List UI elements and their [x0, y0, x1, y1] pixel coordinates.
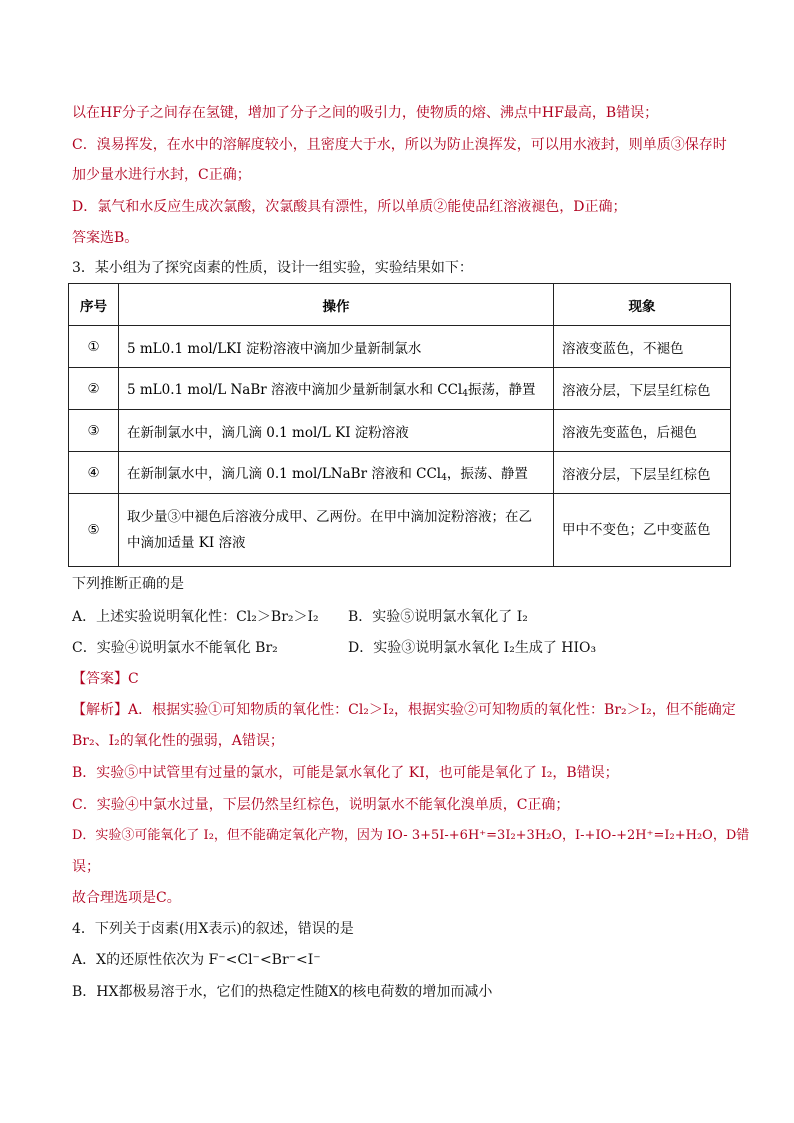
option-b: B．实验⑤说明氯水氧化了 I₂	[348, 609, 528, 625]
analysis-line-2: Br₂、I₂的氧化性的强弱，A错误；	[72, 733, 284, 749]
analysis-line-4: C．实验④中氯水过量，下层仍然呈红棕色，说明氯水不能氧化溴单质，C正确；	[72, 797, 570, 813]
prev-solution-line-1: 以在HF分子之间存在氢键，增加了分子之间的吸引力，使物质的熔、沸点中HF最高，B错误；	[72, 105, 659, 121]
experiment-table	[68, 283, 731, 567]
row-phenomenon: 甲中不变色；乙中变蓝色	[554, 494, 731, 567]
table-row	[69, 326, 731, 368]
row-operation: 取少量③中褪色后溶液分成甲、乙两份。在甲中滴加淀粉溶液；在乙 中滴加适量 KI 溶液	[119, 494, 554, 567]
row-operation: 5 mL0.1 mol/LKI 淀粉溶液中滴加少量新制氯水	[119, 326, 554, 368]
analysis-line-3: B．实验⑤中试管里有过量的氯水，可能是氯水氧化了 KI，也可能是氧化了 I₂，B错误；	[72, 765, 619, 781]
header-operation: 操作	[119, 284, 554, 326]
analysis-line-1: 【解析】A．根据实验①可知物质的氧化性：Cl₂＞I₂，根据实验②可知物质的氧化性：Br₂＞I₂，但不能确定	[72, 702, 736, 718]
row-phenomenon: 溶液分层，下层呈红棕色	[554, 368, 731, 410]
row-phenomenon: 溶液变蓝色，不褪色	[554, 326, 731, 368]
option-d: D．实验③说明氯水氧化 I₂生成了 HIO₃	[348, 640, 597, 656]
option-a: A．上述实验说明氧化性：Cl₂＞Br₂＞I₂	[72, 609, 319, 625]
row-operation: 在新制氯水中，滴几滴 0.1 mol/LNaBr 溶液和 CCl$_4$，振荡、静置	[119, 452, 554, 494]
question-4-stem: 4．下列关于卤素(用X表示)的叙述，错误的是	[72, 921, 354, 937]
option-c: C．实验④说明氯水不能氧化 Br₂	[72, 640, 278, 656]
table-header-row	[69, 284, 731, 326]
prev-solution-answer: 答案选B。	[72, 230, 139, 246]
header-number: 序号	[69, 284, 119, 326]
header-phenomenon: 现象	[554, 284, 731, 326]
row-number: ④	[69, 452, 119, 494]
prev-solution-line-3: 加少量水进行水封，C正确；	[72, 167, 251, 183]
row-number: ③	[69, 410, 119, 452]
conclusion: 故合理选项是C。	[72, 890, 181, 906]
table-row	[69, 410, 731, 452]
prev-solution-line-4: D．氯气和水反应生成次氯酸，次氯酸具有漂性，所以单质②能使品红溶液褪色，D正确；	[72, 199, 627, 215]
analysis-line-5: D．实验③可能氧化了 I₂，但不能确定氧化产物，因为 IO- 3+5I-+6H⁺=3I₂+3H₂O，I-+IO-+2H⁺=I₂+H₂O，D错	[72, 828, 750, 843]
row-operation: 5 mL0.1 mol/L NaBr 溶液中滴加少量新制氯水和 CCl$_4$振荡，静置	[119, 368, 554, 410]
question-3-options-ab	[72, 607, 319, 627]
question-3-stem: 3．某小组为了探究卤素的性质，设计一组实验，实验结果如下：	[72, 260, 473, 276]
row-operation: 在新制氯水中，滴几滴 0.1 mol/L KI 淀粉溶液	[119, 410, 554, 452]
prev-solution-line-2: C．溴易挥发，在水中的溶解度较小，且密度大于水，所以为防止溴挥发，可以用水液封，则单质③保存时	[72, 137, 727, 153]
row-number: ①	[69, 326, 119, 368]
analysis-tag: 【解析】	[72, 702, 128, 718]
row-number: ⑤	[69, 494, 119, 567]
table-row	[69, 368, 731, 410]
question-3-prompt: 下列推断正确的是	[72, 576, 184, 592]
row-phenomenon: 溶液分层，下层呈红棕色	[554, 452, 731, 494]
row-phenomenon: 溶液先变蓝色，后褪色	[554, 410, 731, 452]
analysis-line-6: 误；	[72, 859, 100, 875]
question-4-option-a: A．X的还原性依次为 F⁻<Cl⁻<Br⁻<I⁻	[72, 952, 321, 968]
question-4-option-b: B．HX都极易溶于水，它们的热稳定性随X的核电荷数的增加而减小	[72, 984, 493, 1000]
answer-label: 【答案】C	[72, 671, 139, 687]
table-row	[69, 494, 731, 567]
table-row	[69, 452, 731, 494]
row-number: ②	[69, 368, 119, 410]
